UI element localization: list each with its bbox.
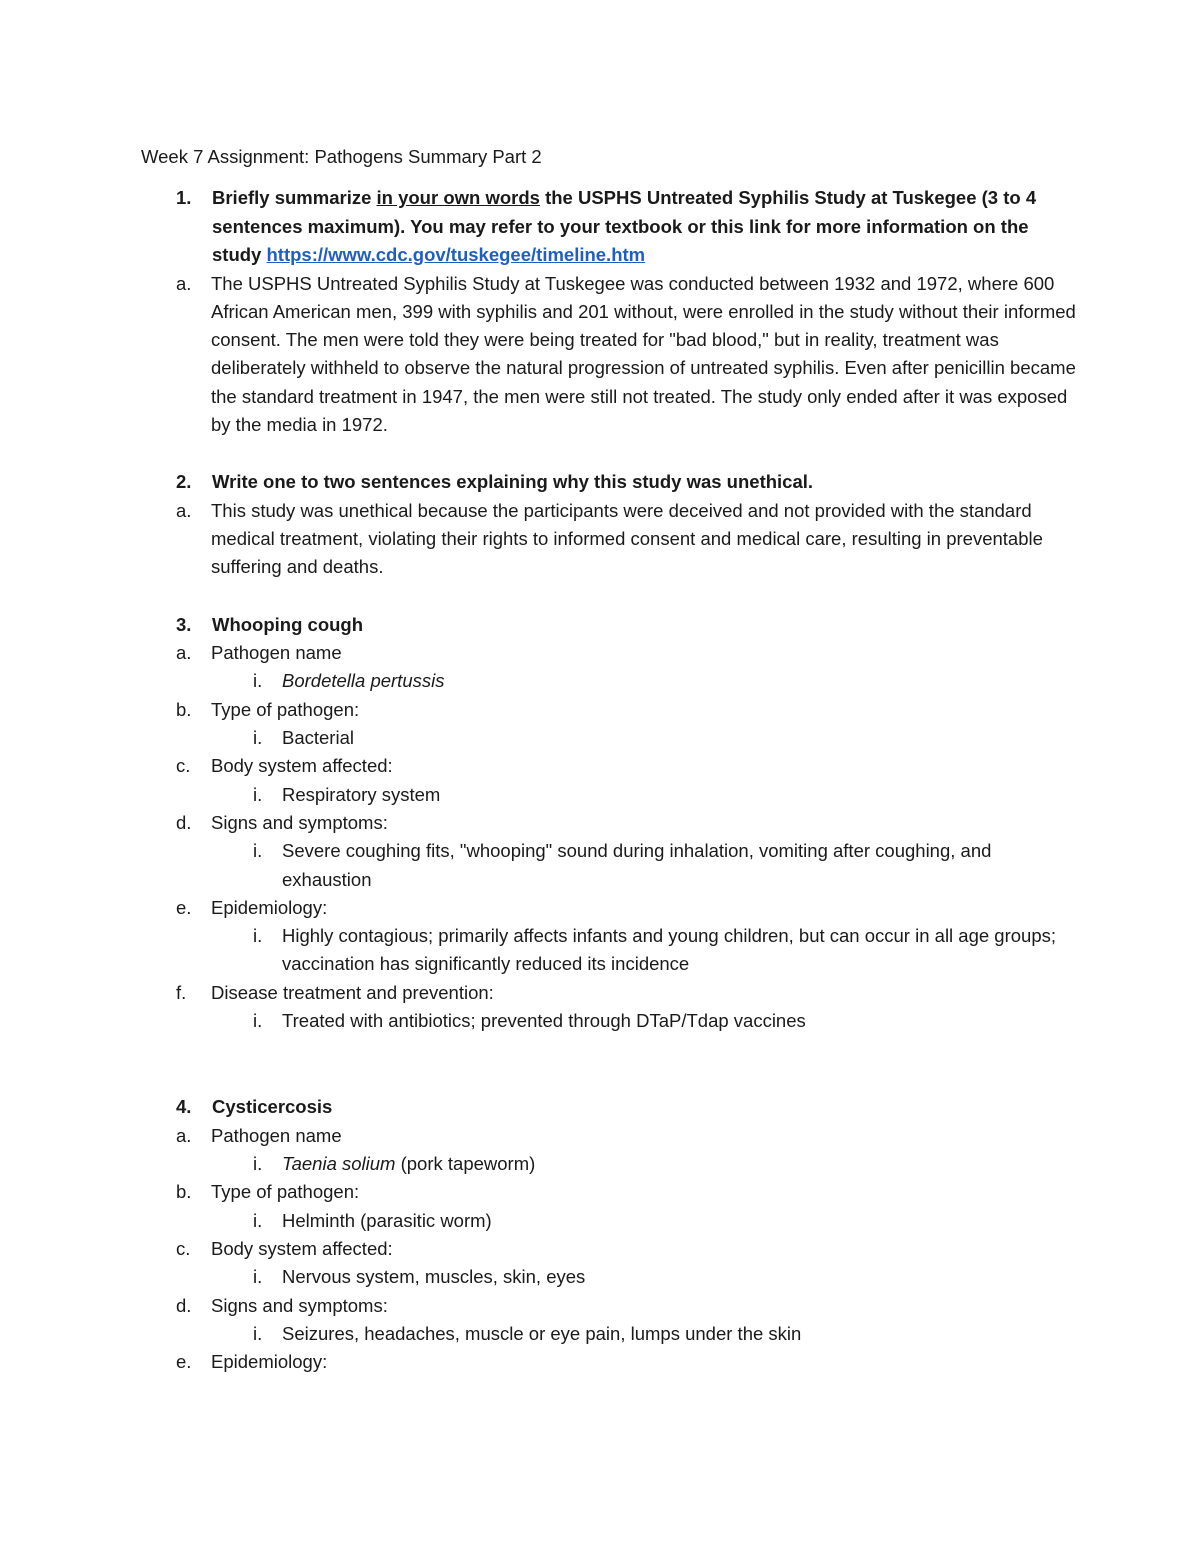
question-number: 2. <box>176 471 192 493</box>
pathogen-list-whooping-cough <box>141 639 1081 1035</box>
item-letter: c. <box>176 755 191 777</box>
list-item <box>141 1348 1081 1376</box>
item-letter: f. <box>176 981 187 1003</box>
sub-item-text: Highly contagious; primarily affects infants and young children, but can occur in all age groups; vaccination has significantly reduced its incidence <box>282 925 1057 975</box>
item-label: Epidemiology: <box>211 1351 328 1373</box>
question-number: 4. <box>176 1096 192 1118</box>
item-letter: b. <box>176 698 192 720</box>
sub-item <box>141 667 1081 695</box>
item-label: Pathogen name <box>211 1124 342 1146</box>
sub-item-numeral: i. <box>253 783 263 805</box>
sub-item <box>141 1207 1081 1235</box>
answer-item <box>141 497 1081 582</box>
sub-item-numeral: i. <box>253 1153 263 1175</box>
list-item <box>141 1122 1081 1150</box>
sub-item-numeral: i. <box>253 1322 263 1344</box>
question-title: Cysticercosis <box>212 1096 333 1118</box>
sub-item-numeral: i. <box>253 1010 263 1032</box>
answer-text: The USPHS Untreated Syphilis Study at Tuskegee was conducted between 1932 and 1972, where 600 African American men, 399 with syphilis and 201 without, were enrolled in the study without their informed consent. The men were told they were being treated for "bad blood," but in reality, treatment was deliberately withheld to observe the natural progression of untreated syphilis. Even after penicillin became the standard treatment in 1947, the men were still not treated. The study only ended after it was exposed by the media in 1972. <box>211 272 1076 435</box>
sub-item-numeral: i. <box>253 727 263 749</box>
item-label: Signs and symptoms: <box>211 811 388 833</box>
sub-item-numeral: i. <box>253 1266 263 1288</box>
item-letter: b. <box>176 1181 192 1203</box>
item-label: Type of pathogen: <box>211 698 360 720</box>
sub-item <box>141 1150 1081 1178</box>
sub-item-numeral: i. <box>253 1209 263 1231</box>
sub-item-text: Helminth (parasitic worm) <box>282 1209 492 1231</box>
pathogen-list-cysticercosis <box>141 1122 1081 1377</box>
item-label: Body system affected: <box>211 1238 393 1260</box>
sub-item-text: Seizures, headaches, muscle or eye pain, lumps under the skin <box>282 1322 802 1344</box>
sub-item <box>141 724 1081 752</box>
list-item <box>141 1292 1081 1320</box>
sub-item-numeral: i. <box>253 840 263 862</box>
item-letter: d. <box>176 811 192 833</box>
sub-item-text: Respiratory system <box>282 783 441 805</box>
item-label: Epidemiology: <box>211 896 328 918</box>
list-item <box>141 752 1081 780</box>
sub-item <box>141 1320 1081 1348</box>
list-item <box>141 894 1081 922</box>
item-letter: d. <box>176 1294 192 1316</box>
sub-item-text: (pork tapeworm) <box>395 1153 536 1175</box>
sub-item <box>141 837 1081 894</box>
sub-item-text: Severe coughing fits, "whooping" sound during inhalation, vomiting after coughing, and exhaustion <box>282 840 992 890</box>
question-number: 1. <box>176 187 192 208</box>
question-text-part: the USPHS Untreated Syphilis Study at Tuskegee (3 to 4 sentences maximum). You may refer to your textbook or this link for more information on the study <box>212 187 1037 265</box>
sub-item <box>141 1263 1081 1291</box>
question-2 <box>141 468 1081 497</box>
item-label: Type of pathogen: <box>211 1181 360 1203</box>
item-letter: e. <box>176 896 192 918</box>
sub-item-text: Treated with antibiotics; prevented through DTaP/Tdap vaccines <box>282 1010 806 1032</box>
question-number: 3. <box>176 613 192 635</box>
question-1 <box>141 184 1081 270</box>
item-label: Disease treatment and prevention: <box>211 981 494 1003</box>
list-item <box>141 1178 1081 1206</box>
answer-text: This study was unethical because the participants were deceived and not provided with the standard medical treatment, violating their rights to informed consent and medical care, resulting in preventable suffering and deaths. <box>211 499 1043 578</box>
question-3 <box>141 611 1081 640</box>
item-letter: a. <box>176 1124 192 1146</box>
sub-item <box>141 1007 1081 1035</box>
item-letter: c. <box>176 1238 191 1260</box>
list-item <box>141 979 1081 1007</box>
list-item <box>141 696 1081 724</box>
list-item <box>141 1235 1081 1263</box>
sub-item-text: Bacterial <box>282 727 354 749</box>
sub-item-text: Nervous system, muscles, skin, eyes <box>282 1266 586 1288</box>
sub-item-italic: Taenia solium <box>282 1153 396 1175</box>
question-text-underlined: in your own words <box>376 187 540 208</box>
list-item <box>141 639 1081 667</box>
sub-item-italic: Bordetella pertussis <box>282 670 445 692</box>
cdc-timeline-link[interactable]: https://www.cdc.gov/tuskegee/timeline.htm <box>266 244 646 265</box>
sub-item-numeral: i. <box>253 925 263 947</box>
item-label: Body system affected: <box>211 755 393 777</box>
question-text: Write one to two sentences explaining why this study was unethical. <box>212 471 814 493</box>
document-title: Week 7 Assignment: Pathogens Summary Part 2 <box>141 146 542 167</box>
question-title: Whooping cough <box>212 613 364 635</box>
document-body <box>141 143 1081 1377</box>
sub-item <box>141 781 1081 809</box>
question-text <box>212 184 1081 270</box>
answer-letter: a. <box>176 272 192 294</box>
sub-item-numeral: i. <box>253 670 263 692</box>
question-4 <box>141 1093 1081 1122</box>
item-label: Signs and symptoms: <box>211 1294 388 1316</box>
item-letter: a. <box>176 642 192 664</box>
item-letter: e. <box>176 1351 192 1373</box>
sub-item <box>141 922 1081 979</box>
answer-item <box>141 270 1081 440</box>
question-text-part: Briefly summarize <box>212 187 377 208</box>
list-item <box>141 809 1081 837</box>
answer-letter: a. <box>176 499 192 521</box>
item-label: Pathogen name <box>211 642 342 664</box>
